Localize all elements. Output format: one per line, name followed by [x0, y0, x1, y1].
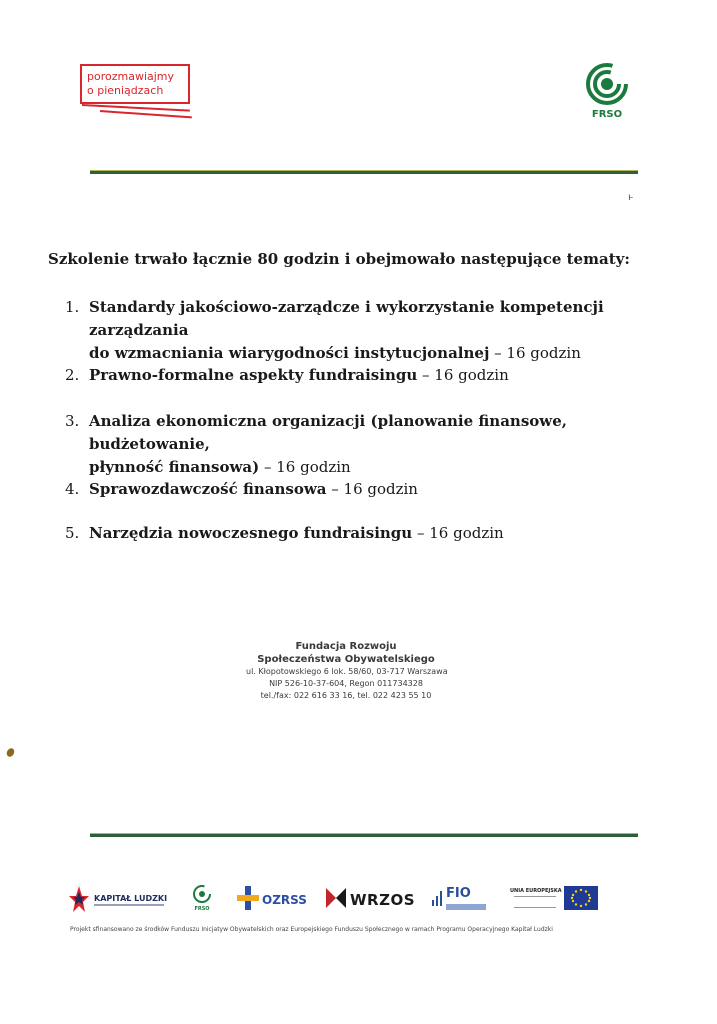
topic-title: Analiza ekonomiczna organizacji (planowanie finansowe, budżetowanie, [89, 412, 567, 453]
frso-small-swirl-icon [192, 884, 212, 906]
topic-title: Narzędzia nowoczesnego fundraisingu [89, 524, 413, 542]
frso-label: FRSO [591, 109, 623, 120]
ozrss-label: OZRSS [262, 893, 307, 907]
topic-duration: – 16 godzin [259, 458, 351, 476]
fio-logo [432, 884, 492, 916]
fio-subline [446, 904, 486, 910]
topic-duration: – 16 godzin [489, 344, 581, 362]
topic-number: 4. [65, 480, 80, 498]
eu-label: UNIA EUROPEJSKA [510, 888, 562, 894]
ozrss-cross-icon [236, 884, 260, 912]
topic-number: 1. [65, 298, 80, 316]
stamp-phones: tel./fax: 022 616 33 16, tel. 022 423 55 10 [260, 691, 432, 700]
ozrss-logo [236, 884, 306, 916]
scan-speck: ⱶ [628, 192, 634, 203]
topic-title: Sprawozdawczość finansowa [89, 480, 327, 498]
fio-bars-icon [432, 888, 444, 908]
frso-small-label: FRSO [194, 906, 210, 912]
frso-logo [582, 62, 632, 128]
kapital-subline [94, 904, 164, 906]
topic-duration: – 16 godzin [417, 366, 509, 384]
kapital-label: KAPITAŁ LUDZKI [94, 894, 168, 903]
sponsor-logos [68, 884, 608, 916]
kapital-star-icon [68, 884, 90, 914]
logo-stripe [100, 110, 192, 118]
porozmawiajmy-logo [80, 64, 198, 118]
topic-number: 2. [65, 366, 80, 384]
wrzos-mark-icon [324, 884, 348, 912]
kapital-ludzki-logo [68, 884, 168, 916]
logo-line-2: o pieniądzach [87, 84, 164, 97]
wrzos-logo [324, 884, 416, 916]
header-divider [90, 170, 638, 174]
stamp-name-line-2: Społeczeństwa Obywatelskiego [257, 654, 435, 665]
stamp-address: ul. Kłopotowskiego 6 lok. 58/60, 03-717 Warszawa [246, 667, 448, 676]
topic-title: Standardy jakościowo-zarządcze i wykorzystanie kompetencji zarządzania [89, 298, 604, 339]
eu-subline [514, 896, 556, 908]
topic-number: 3. [65, 412, 80, 430]
wrzos-label: WRZOS [350, 891, 416, 909]
frso-swirl-icon [582, 62, 632, 110]
topic-title: do wzmacniania wiarygodności instytucjonalnej [89, 344, 490, 362]
stamp-ids: NIP 526-10-37-604, Regon 011734328 [269, 679, 423, 688]
eu-flag-icon [564, 886, 598, 910]
topic-title: Prawno-formalne aspekty fundraisingu [89, 366, 418, 384]
eu-logo [510, 884, 610, 916]
topic-duration: – 16 godzin [326, 480, 418, 498]
scan-mark [5, 747, 16, 758]
intro-text: Szkolenie trwało łącznie 80 godzin i obejmowało następujące tematy: [48, 250, 630, 268]
frso-small-logo [192, 884, 212, 916]
footer-divider [90, 833, 638, 837]
topic-duration: – 16 godzin [412, 524, 504, 542]
funding-note: Projekt sfinansowano ze środków Funduszu Inicjatyw Obywatelskich oraz Europejskiego Funduszu Społecznego w ramach Programu Operacyjnego Kapitał Ludzki [70, 926, 553, 933]
topic-number: 5. [65, 524, 80, 542]
logo-stripe [82, 104, 190, 112]
stamp-name-line-1: Fundacja Rozwoju [295, 641, 397, 652]
topic-title: płynność finansowa) [89, 458, 260, 476]
fio-label: FIO [446, 886, 471, 901]
foundation-stamp [246, 640, 446, 702]
logo-line-1: porozmawiajmy [87, 70, 175, 83]
